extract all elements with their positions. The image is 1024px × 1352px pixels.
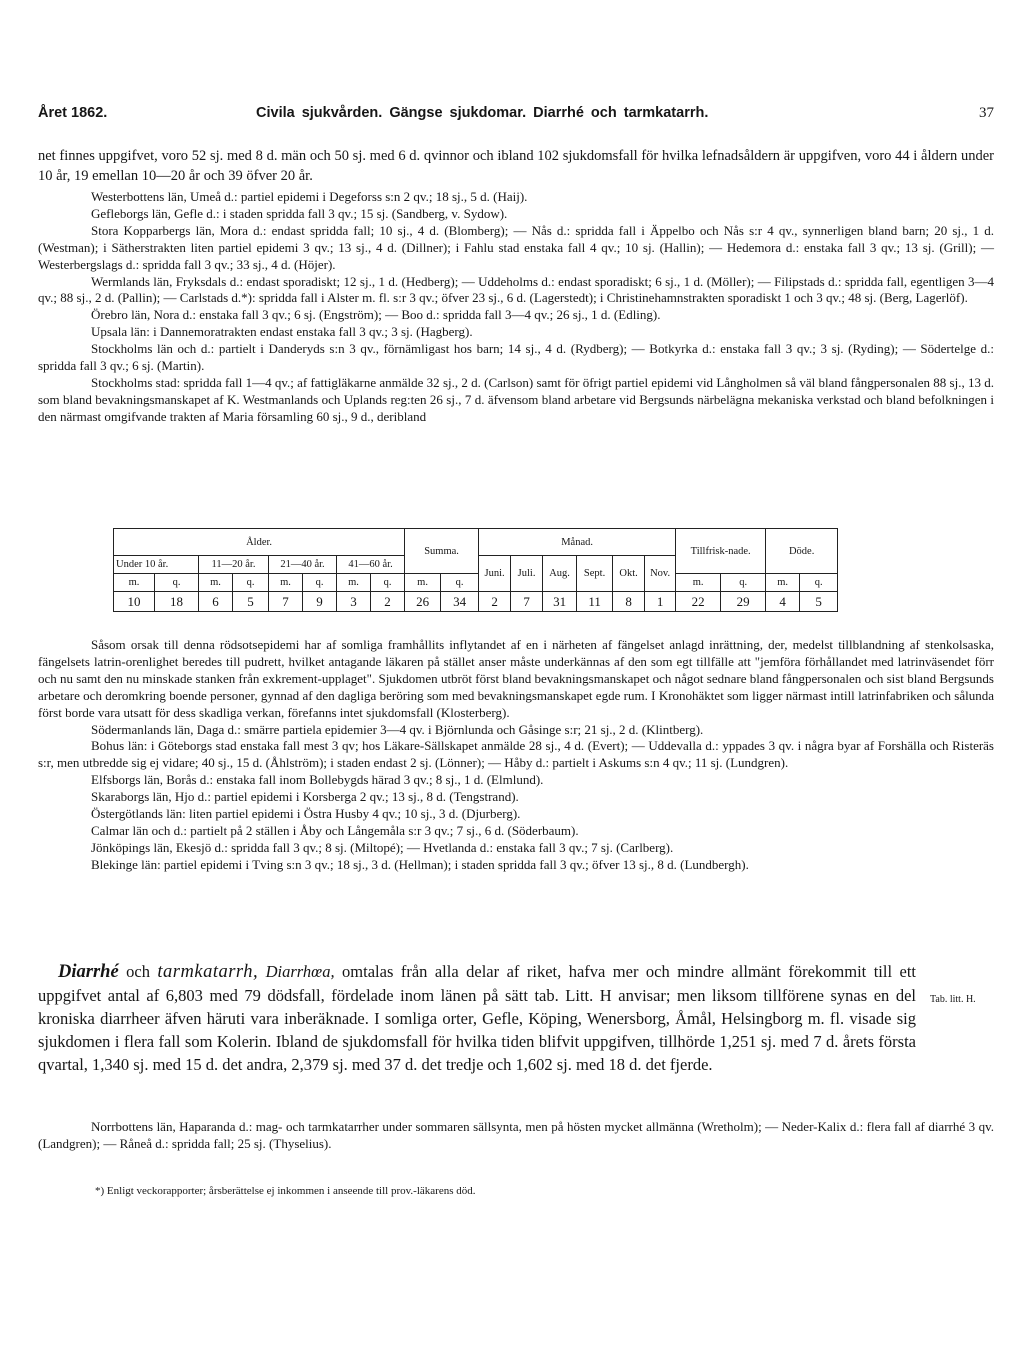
sex-m: m. [114, 574, 155, 592]
value-cell: 11 [577, 592, 613, 612]
value-cell: 2 [371, 592, 405, 612]
section-title-diarrhe: Diarrhé [58, 962, 119, 982]
report-sodermanland: Södermanlands län, Daga d.: smärre partiela epidemier 3—4 qv. i Björnlunda och Gåsinge s:r; 21 sj., 2 d. (Klintberg). [91, 721, 704, 737]
report-skaraborg: Skaraborgs län, Hjo d.: partiel epidemi i Korsberga 2 qv.; 13 sj., 8 d. (Tengstrand). [91, 789, 519, 805]
report-blekinge: Blekinge län: partiel epidemi i Tving s:n 3 qv.; 18 sj., 3 d. (Hellman); i staden spridda fall 3 qv.; öfver 13 sj., 8 d. (Lundbergh). [91, 856, 749, 872]
section-title-tarmkatarrh: tarmkatarrh, [157, 962, 259, 982]
sex-q: q. [155, 574, 199, 592]
footnote: *) Enligt veckorapporter; årsberättelse ej inkommen i anseende till prov.-läkarens död. [95, 1185, 476, 1197]
cause-paragraph: Såsom orsak till denna rödsotsepidemi har af somliga framhållits inflytandet af en i närheten af fängelset anlagd inrättning, der, medelst tillblandning af stenkolsaska, fängelsets latrin-orenlighet beredes till pudrett, hvilket antagande läkaren på stället anser måste underkännas af den som egt tillfälle att "jemföra förhållandet med latrinväsendet förr och nu samt den nu minskade stanken från exkrement-upplaget". Sjukdomen utbröt först bland bevakningsmanskapet och något sednare bland fångpersonalen och sist bland Bergsunds arbetare och deromkring boende personer, gynnad af den dagliga beröring som med bevakningsmanskapet egde rum. I Kronohäktet som ligger närmast intill latrinfabriken och sålunda först borde vara utsatt för dess skadliga verkan, förefanns intet sjukdomsfall (Klosterberg). [38, 637, 994, 720]
value-cell: 9 [303, 592, 337, 612]
latin-name: Diarrhœa, [265, 962, 335, 981]
value-cell: 4 [766, 592, 800, 612]
norrbotten-section [38, 1119, 994, 1153]
table-sex-row [114, 574, 838, 592]
report-kopparberg: Stora Kopparbergs län, Mora d.: endast spridda fall; 10 sj., 4 d. (Blomberg); — Nås d.: spridda fall i Äppelbo och Nås s:r 4 qv., synnerligen bland barn; 20 sj., 1 d. (Westman); i Sätherstrakten liten partiel epidemi 3 qv.; 13 sj., 4 d. (Dillner); i Fahlu stad enstaka fall 4 qv.; 10 sj. (Hallin); — Hedemora d.: enstaka fall 3 qv.; 13 sj. (Grill); — Westerbergslags d.: spridda fall 3 qv.; 33 sj., 4 d. (Höjer). [38, 222, 994, 272]
report-ostergotland: Östergötlands län: liten partiel epidemi i Östra Husby 4 qv.; 10 sj., 3 d. (Djurberg). [91, 806, 521, 822]
sex-q: q. [441, 574, 479, 592]
sex-m: m. [766, 574, 800, 592]
margin-note: Tab. litt. H. [930, 994, 976, 1005]
report-orebro: Örebro län, Nora d.: enstaka fall 3 qv.; 6 sj. (Engström); — Boo d.: spridda fall 3—4 qv.; 26 sj., 1 d. (Edling). [91, 307, 661, 323]
intro-text: net finnes uppgifvet, voro 52 sj. med 8 d. män och 50 sj. med 6 d. qvinnor och ibland 102 sjukdomsfall för hvilka lefnadsåldern är uppgifven, voro 44 i åldern under 10 år, 19 emellan 10—20 år och 39 öfver 20 år. [38, 148, 994, 184]
table-header-row-1 [114, 529, 838, 556]
value-cell: 6 [199, 592, 233, 612]
report-upsala: Upsala län: i Dannemoratrakten endast enstaka fall 3 qv.; 3 sj. (Hagberg). [91, 324, 473, 340]
value-cell: 3 [337, 592, 371, 612]
month-juli: Juli. [511, 556, 543, 592]
report-elfsborg: Elfsborgs län, Borås d.: enstaka fall inom Bollebygds härad 3 qv.; 8 sj., 1 d. (Elmlund). [91, 772, 544, 788]
sex-q: q. [303, 574, 337, 592]
title-och: och [126, 962, 150, 981]
regional-reports-1 [38, 189, 994, 426]
age-21-40: 21—40 år. [269, 556, 337, 574]
header-tillfrisknade: Tillfrisk-nade. [676, 529, 766, 574]
report-gefleborg: Gefleborgs län, Gefle d.: i staden spridda fall 3 qv.; 15 sj. (Sandberg, v. Sydow). [91, 205, 508, 221]
month-okt: Okt. [613, 556, 645, 592]
report-calmar: Calmar län och d.: partielt på 2 ställen i Åby och Långemåla s:r 3 qv.; 7 sj., 6 d. (Söderbaum). [91, 822, 579, 838]
header-dode: Döde. [766, 529, 838, 574]
running-header [38, 105, 994, 127]
header-title: Civila sjukvården. Gängse sjukdomar. Diarrhé och tarmkatarrh. [256, 105, 709, 121]
age-41-60: 41—60 år. [337, 556, 405, 574]
value-cell: 1 [645, 592, 676, 612]
regional-reports-2 [38, 637, 994, 874]
header-manad: Månad. [479, 529, 676, 556]
value-cell: 5 [233, 592, 269, 612]
value-cell: 22 [676, 592, 721, 612]
month-juni: Juni. [479, 556, 511, 592]
page-number: 37 [979, 105, 994, 121]
month-aug: Aug. [543, 556, 577, 592]
value-cell: 7 [269, 592, 303, 612]
diarrhe-paragraph [38, 960, 916, 1076]
statistics-table [113, 528, 838, 612]
sex-m: m. [405, 574, 441, 592]
sex-q: q. [721, 574, 766, 592]
report-norrbotten: Norrbottens län, Haparanda d.: mag- och tarmkatarrher under sommaren sällsynta, men på hösten mycket allmänna (Wretholm); — Neder-Kalix d.: flera fall af diarrhé 3 qv. (Landgren); — Råneå d.: spridda fall; 25 sj. (Thyselius). [38, 1119, 994, 1151]
table-data-row [114, 592, 838, 612]
value-cell: 5 [800, 592, 838, 612]
value-cell: 2 [479, 592, 511, 612]
value-cell: 7 [511, 592, 543, 612]
sex-m: m. [269, 574, 303, 592]
report-bohus: Bohus län: i Göteborgs stad enstaka fall mest 3 qv; hos Läkare-Sällskapet anmälde 28 sj., 4 d. (Evert); — Uddevalla d.: yppades 3 qv. i några byar af Forshälla och Risteräs s:r, men utbredde sig ej vidare; 40 sj., 15 d. (Åhlström); i staden endast 2 sj. (Lönner); — Håby d.: partielt i Askums s:n 4 qv.; 11 sj. (Lundgren). [38, 738, 994, 771]
sex-q: q. [371, 574, 405, 592]
age-11-20: 11—20 år. [199, 556, 269, 574]
report-stockholms-lan: Stockholms län och d.: partielt i Danderyds s:n 3 qv., förnämligast hos barn; 14 sj., 4 d. (Rydberg); — Botkyrka d.: enstaka fall 3 qv.; 3 sj. (Ryding); — Södertelge d.: spridda fall 3 qv.; 6 sj. (Martin). [38, 341, 994, 374]
value-cell: 26 [405, 592, 441, 612]
sex-m: m. [676, 574, 721, 592]
diarrhe-section [38, 960, 916, 1076]
report-stockholms-stad: Stockholms stad: spridda fall 1—4 qv.; af fattigläkarne anmälde 32 sj., 2 d. (Carlson) samt för öfrigt partiel epidemi vid Långholmen så väl bland fångpersonalen 88 sj., 13 d. som bland bevakningsmanskapet af K. Westmanlands och Uplands reg:ten 26 sj., 7 d. äfvensom bland arbetare vid Bergsunds närbelägna mekaniska verkstad och bland befolkningen i den närmast omgifvande trakten af Maria församling 60 sj., 9 d., deribland [38, 374, 994, 424]
sex-q: q. [233, 574, 269, 592]
value-cell: 18 [155, 592, 199, 612]
value-cell: 10 [114, 592, 155, 612]
value-cell: 34 [441, 592, 479, 612]
sex-m: m. [337, 574, 371, 592]
diarrhe-text: omtalas från alla delar af riket, hafva mer och mindre allmänt förekommit till ett uppgifvet antal af 6,803 med 79 dödsfall, fördelade inom länen på sätt tab. Litt. H anvisar; men liksom tillförene synas en del kroniska diarrheer äfven häruti vara inberäknade. I somliga orter, Gefle, Köping, Wenersborg, Åmål, Helsingborg m. fl. visade sig sjukdomen i flera fall som Kolerin. Ibland de sjukdomsfall för hvilka tiden blifvit uppgifven, tillhörde 1,251 sj. med 7 d. årets första qvartal, 1,340 sj. med 15 d. det andra, 2,379 sj. med 37 d. det tredje och 1,602 sj. med 18 d. det fjerde. [38, 962, 917, 1074]
age-under-10: Under 10 år. [114, 556, 199, 574]
report-westerbotten: Westerbottens län, Umeå d.: partiel epidemi i Degeforss s:n 2 qv.; 18 sj., 5 d. (Haij). [91, 189, 528, 204]
report-jonkoping: Jönköpings län, Ekesjö d.: spridda fall 3 qv.; 8 sj. (Miltopé); — Hvetlanda d.: enstaka fall 3 qv.; 7 sj. (Carlberg). [91, 839, 674, 855]
month-nov: Nov. [645, 556, 676, 592]
report-wermland: Wermlands län, Fryksdals d.: endast sporadiskt; 12 sj., 1 d. (Hedberg); — Uddeholms d.: endast sporadiskt; 6 sj., 1 d. (Möller); — Filipstads d.: spridda fall, egentligen 3—4 qv.; 88 sj., 2 d. (Pallin); — Carlstads d.*): spridda fall i Alster m. fl. s:r 3 qv.; öfver 23 sj., 6 d. (Lagerstedt); i Christinehamnstrakten sporadiskt 1 och 3 qv.; 48 sj. (Berg, Lagerlöf). [38, 273, 994, 306]
intro-paragraph [38, 146, 994, 186]
sex-m: m. [199, 574, 233, 592]
header-year: Året 1862. [38, 105, 108, 121]
value-cell: 31 [543, 592, 577, 612]
header-alder: Ålder. [114, 529, 405, 556]
month-sept: Sept. [577, 556, 613, 592]
value-cell: 8 [613, 592, 645, 612]
header-summa: Summa. [405, 529, 479, 574]
sex-q: q. [800, 574, 838, 592]
value-cell: 29 [721, 592, 766, 612]
